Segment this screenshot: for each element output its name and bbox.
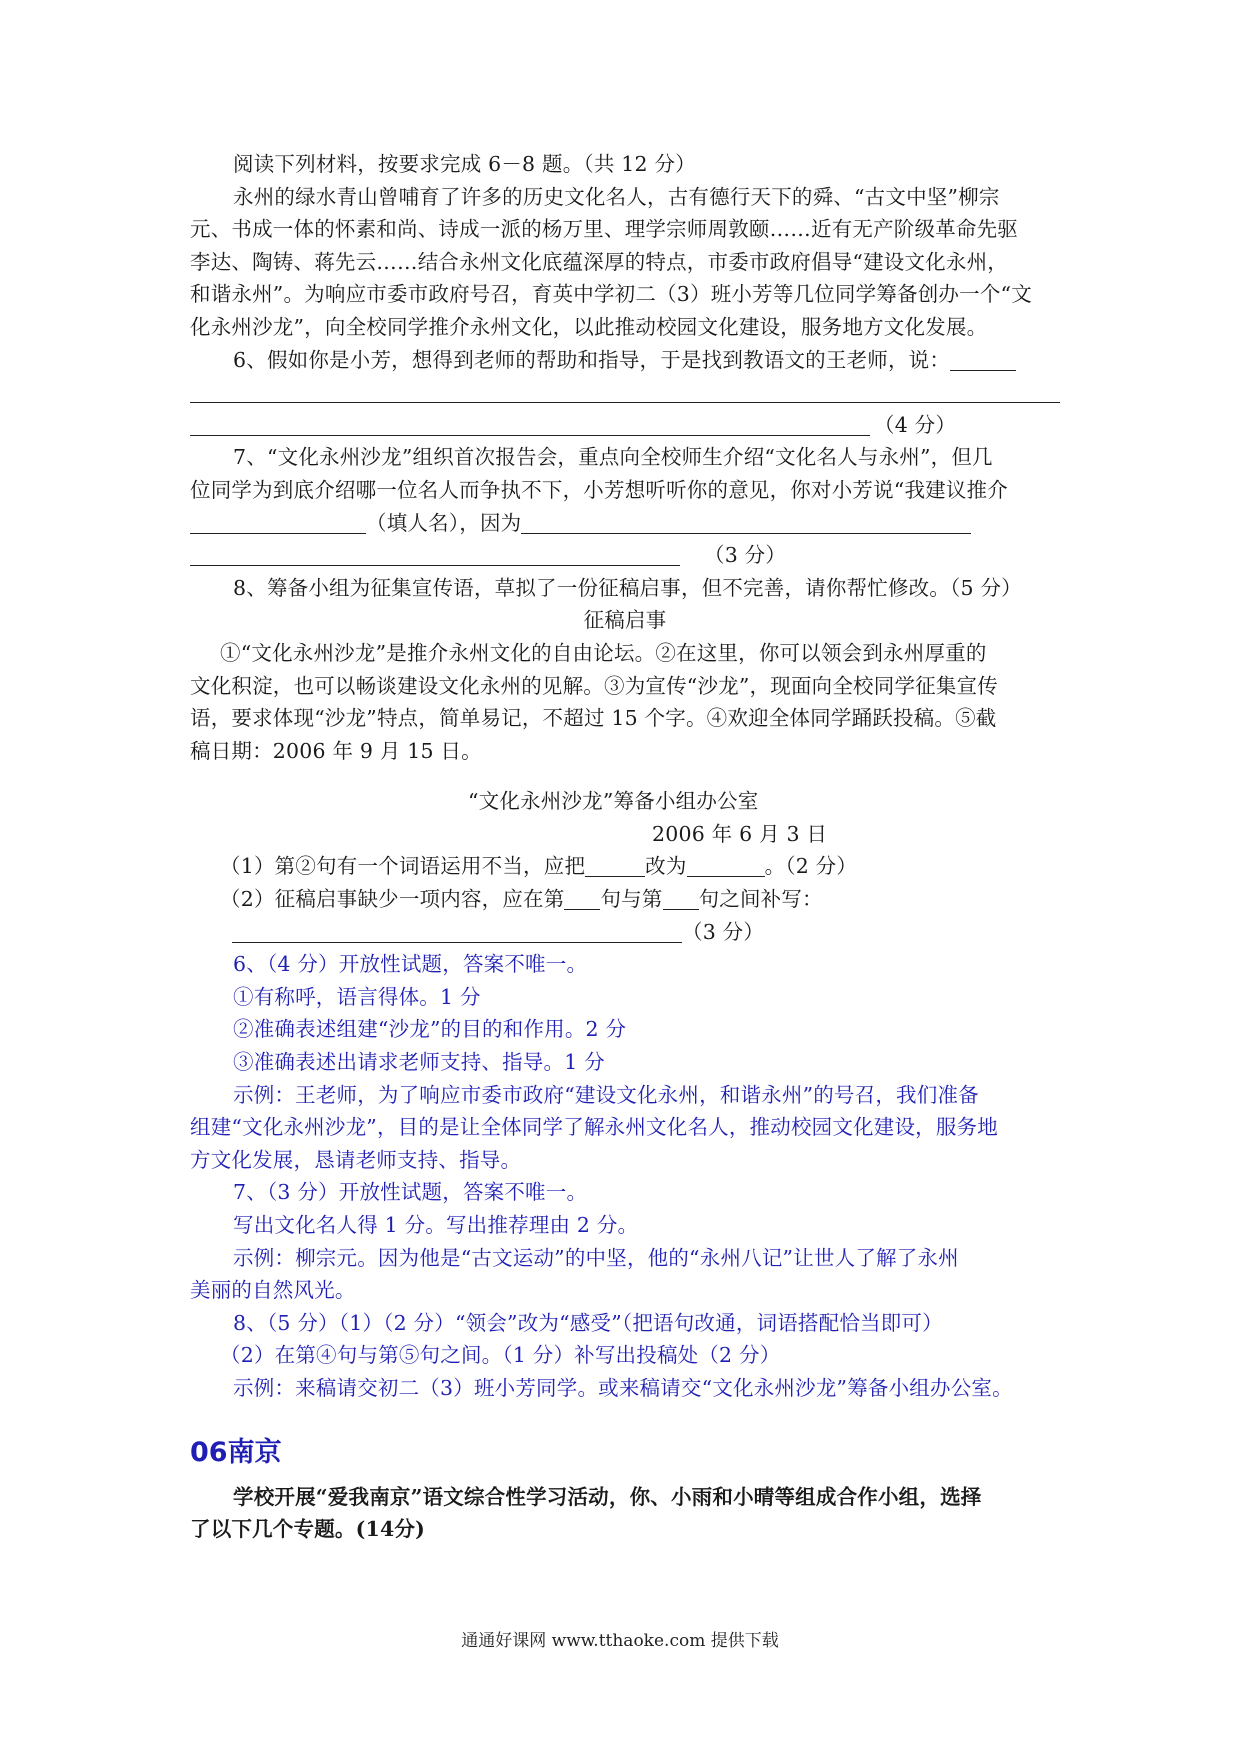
exam-page <box>190 148 1060 1546</box>
answer-blank[interactable] <box>950 348 1016 371</box>
notice-line: 稿日期：2006 年 9 月 15 日。 <box>190 738 482 763</box>
question-8-sub-1 <box>190 850 1060 883</box>
sub1-text: 。（2 分） <box>764 854 858 879</box>
question-7-fill-text: （填人名），因为 <box>366 510 522 535</box>
answer-7-head: 7、（3 分）开放性试题，答案不唯一。 <box>233 1180 588 1205</box>
answer-7-example: 示例：柳宗元。因为他是“古文运动”的中坚，他的“永州八记”让世人了解了永州 <box>233 1245 959 1270</box>
sub2-text: 句之间补写： <box>698 887 823 912</box>
reason-blank[interactable] <box>521 511 971 534</box>
answer-8-line: （2）在第④句与第⑤句之间。（1 分）补写出投稿处（2 分） <box>220 1343 781 1368</box>
sub1-text: （1）第②句有一个词语运用不当，应把 <box>220 854 586 879</box>
answer-blank[interactable] <box>232 920 682 943</box>
sentence-blank[interactable] <box>564 887 600 910</box>
answer-blank-row <box>190 539 1060 572</box>
answer-8-line: 8、（5 分）（1）（2 分）“领会”改为“感受”（把语句改通，词语搭配恰当即可） <box>233 1310 943 1335</box>
answer-7-rule: 写出文化名人得 1 分。写出推荐理由 2 分。 <box>233 1213 639 1237</box>
notice-line: 语，要求体现“沙龙”特点，简单易记，不超过 15 个字。④欢迎全体同学踊跃投稿。⑤截 <box>190 706 997 731</box>
answer-blank-row <box>190 409 1060 442</box>
word-blank[interactable] <box>687 854 765 877</box>
passage-line: 永州的绿水青山曾哺育了许多的历史文化名人，古有德行天下的舜、“古文中坚”柳宗 <box>233 184 1000 209</box>
question-8: 8、筹备小组为征集宣传语，草拟了一份征稿启事，但不完善，请你帮忙修改。（5 分） <box>233 575 1022 600</box>
word-blank[interactable] <box>585 854 645 877</box>
section-heading: 06南京 <box>190 1436 282 1468</box>
answer-6-head: 6、（4 分）开放性试题，答案不唯一。 <box>233 952 588 977</box>
answer-6-example: 示例：王老师，为了响应市委市政府“建设文化永州，和谐永州”的号召，我们准备 <box>233 1082 979 1107</box>
reason-blank[interactable] <box>190 543 680 566</box>
answer-6-item: ①有称呼，语言得体。1 分 <box>233 984 481 1009</box>
question-8-score: （3 分） <box>682 919 765 944</box>
notice-signature: “文化永州沙龙”筹备小组办公室 <box>468 789 759 814</box>
name-blank[interactable] <box>190 511 366 534</box>
answer-6-item: ③准确表述出请求老师支持、指导。1 分 <box>233 1050 605 1075</box>
sub2-text: 句与第 <box>600 887 663 912</box>
answer-blank-line[interactable] <box>190 376 1060 409</box>
answer-6-example: 方文化发展，恳请老师支持、指导。 <box>190 1147 522 1172</box>
passage-line: 和谐永州”。为响应市委市政府号召，育英中学初二（3）班小芳等几位同学筹备创办一个“文 <box>190 282 1032 307</box>
nanjing-line: 了以下几个专题。(14分) <box>190 1517 426 1542</box>
question-6-text: 6、假如你是小芳，想得到老师的帮助和指导，于是找到教语文的王老师，说： <box>233 347 951 372</box>
sentence-blank[interactable] <box>663 887 699 910</box>
question-7-score: （3 分） <box>704 543 787 568</box>
question-8-sub-2 <box>190 883 1060 916</box>
notice-body <box>190 637 1060 767</box>
passage-line: 元、书成一体的怀素和尚、诗成一派的杨万里、理学宗师周敦颐……近有无产阶级革命先驱 <box>190 217 1018 242</box>
passage <box>190 181 1060 344</box>
passage-line: 李达、陶铸、蒋先云……结合永州文化底蕴深厚的特点，市委市政府倡导“建设文化永州， <box>190 249 1008 274</box>
sub2-text: （2）征稿启事缺少一项内容，应在第 <box>220 887 565 912</box>
nanjing-line: 学校开展“爱我南京”语文综合性学习活动，你、小雨和小晴等组成合作小组，选择 <box>233 1484 982 1509</box>
answer-6-example: 组建“文化永州沙龙”，目的是让全体同学了解永州文化名人，推动校园文化建设，服务地 <box>190 1115 998 1140</box>
question-6-score: （4 分） <box>874 412 957 437</box>
question-6 <box>190 344 1060 377</box>
question-7-fill <box>190 507 1060 540</box>
sub1-text: 改为 <box>645 854 687 879</box>
answer-blank[interactable] <box>190 413 870 436</box>
notice-line: 文化积淀，也可以畅谈建设文化永州的见解。③为宣传“沙龙”，现面向全校同学征集宣传 <box>190 673 998 698</box>
answer-6-item: ②准确表述组建“沙龙”的目的和作用。2 分 <box>233 1017 627 1042</box>
passage-line: 化永州沙龙”，向全校同学推介永州文化，以此推动校园文化建设，服务地方文化发展。 <box>190 314 988 339</box>
question-7-line: 位同学为到底介绍哪一位名人而争执不下，小芳想听听你的意见，你对小芳说“我建议推介 <box>190 477 1008 502</box>
notice-date: 2006 年 6 月 3 日 <box>652 821 828 846</box>
notice-title: 征稿启事 <box>583 608 667 633</box>
answer-blank-row <box>190 916 1060 949</box>
answer-7-example: 美丽的自然风光。 <box>190 1278 356 1303</box>
footer-credit: 通通好课网 www.tthaoke.com 提供下载 <box>461 1631 779 1651</box>
question-7-line: 7、“文化永州沙龙”组织首次报告会，重点向全校师生介绍“文化名人与永州”，但几 <box>233 445 993 470</box>
answer-8-example: 示例：来稿请交初二（3）班小芳同学。或来稿请交“文化永州沙龙”筹备小组办公室。 <box>233 1375 1013 1400</box>
intro-line: 阅读下列材料，按要求完成 6－8 题。（共 12 分） <box>233 152 696 176</box>
notice-line: ①“文化永州沙龙”是推介永州文化的自由论坛。②在这里，你可以领会到永州厚重的 <box>220 640 987 665</box>
answer-key <box>190 948 1060 1404</box>
